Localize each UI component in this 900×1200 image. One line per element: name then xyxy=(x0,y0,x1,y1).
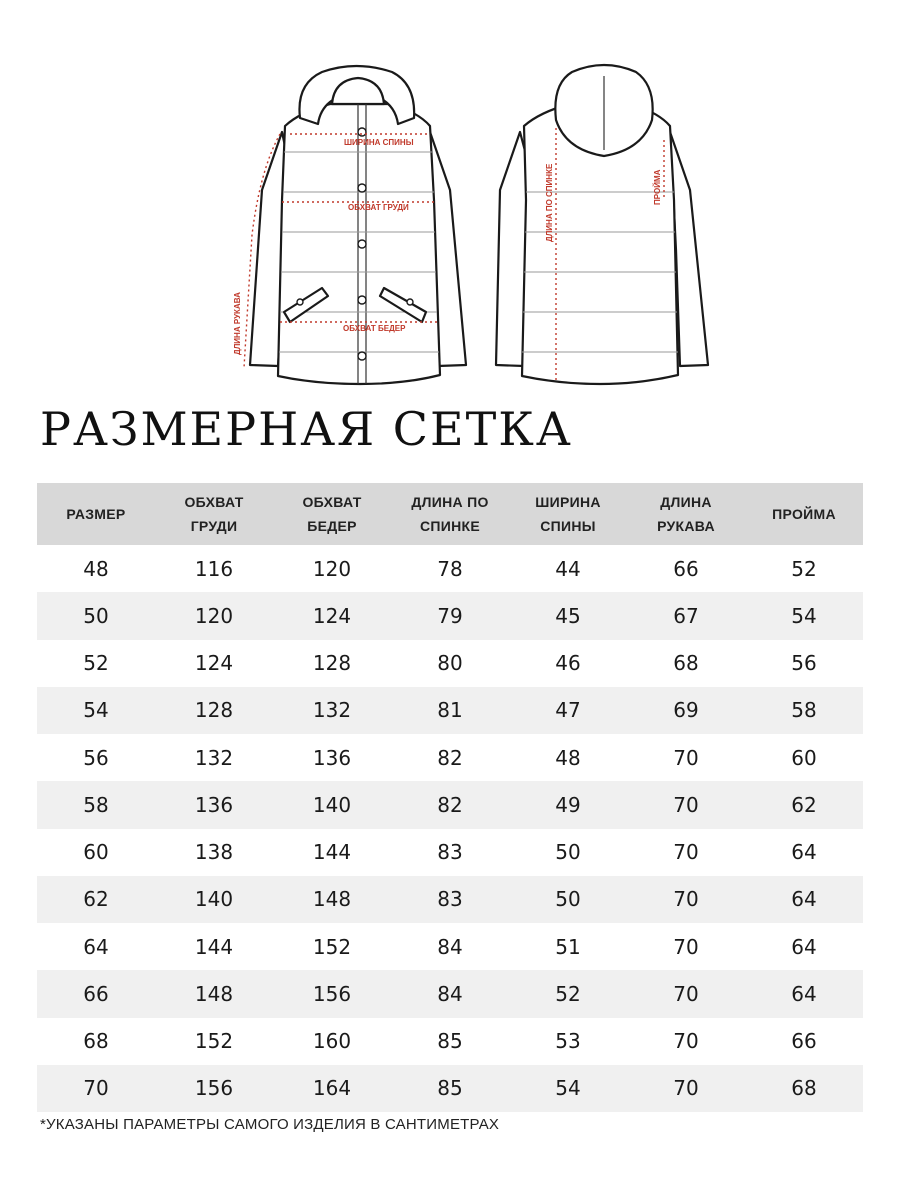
header-back-length: ДЛИНА ПО СПИНКЕ xyxy=(391,483,509,545)
table-cell: 68 xyxy=(673,651,699,676)
table-cell: 52 xyxy=(83,651,109,676)
table-row xyxy=(37,970,863,1017)
page-title: РАЗМЕРНАЯ СЕТКА xyxy=(40,402,573,456)
table-cell: 56 xyxy=(83,745,109,770)
table-cell: 148 xyxy=(273,876,391,923)
table-cell: 60 xyxy=(791,745,817,770)
jacket-illustration xyxy=(0,0,900,400)
label-back-length: ДЛИНА ПО СПИНКЕ xyxy=(545,163,554,242)
table-cell: 64 xyxy=(745,876,863,923)
table-cell: 54 xyxy=(509,1065,627,1112)
table-row xyxy=(37,734,863,781)
table-cell: 81 xyxy=(391,687,509,734)
table-cell: 136 xyxy=(312,745,352,770)
table-cell: 44 xyxy=(555,556,581,581)
header-armhole: ПРОЙМА xyxy=(745,483,863,545)
label-hips: ОБХВАТ БЕДЕР xyxy=(343,324,406,333)
table-cell: 70 xyxy=(627,876,745,923)
jacket-back-drawing xyxy=(496,65,708,384)
table-cell: 68 xyxy=(745,1065,863,1112)
table-row xyxy=(37,829,863,876)
table-cell: 156 xyxy=(273,970,391,1017)
label-chest: ОБХВАТ ГРУДИ xyxy=(348,203,409,212)
table-cell: 70 xyxy=(37,1065,155,1112)
table-cell: 124 xyxy=(194,651,234,676)
table-cell: 66 xyxy=(791,1029,817,1054)
table-row xyxy=(37,923,863,970)
table-cell: 67 xyxy=(627,592,745,639)
table-cell: 160 xyxy=(312,1029,352,1054)
table-cell: 58 xyxy=(745,687,863,734)
table-cell: 136 xyxy=(155,781,273,828)
table-cell: 52 xyxy=(791,556,817,581)
table-cell: 53 xyxy=(555,1029,581,1054)
table-cell: 60 xyxy=(83,840,109,865)
table-row xyxy=(37,1018,863,1065)
table-cell: 164 xyxy=(273,1065,391,1112)
table-row xyxy=(37,781,863,828)
table-cell: 140 xyxy=(155,876,273,923)
table-cell: 128 xyxy=(312,651,352,676)
table-cell: 70 xyxy=(673,745,699,770)
table-cell: 144 xyxy=(194,934,234,959)
table-cell: 56 xyxy=(791,651,817,676)
table-cell: 70 xyxy=(627,970,745,1017)
table-cell: 70 xyxy=(673,840,699,865)
table-cell: 79 xyxy=(391,592,509,639)
table-cell: 69 xyxy=(627,687,745,734)
label-back-width: ШИРИНА СПИНЫ xyxy=(344,138,414,147)
header-back-width: ШИРИНА СПИНЫ xyxy=(509,483,627,545)
table-cell: 54 xyxy=(37,687,155,734)
table-cell: 70 xyxy=(627,781,745,828)
table-cell: 46 xyxy=(555,651,581,676)
table-cell: 148 xyxy=(155,970,273,1017)
table-cell: 70 xyxy=(673,1029,699,1054)
footnote: *УКАЗАНЫ ПАРАМЕТРЫ САМОГО ИЗДЕЛИЯ В САНТИМЕТРАХ xyxy=(40,1116,500,1133)
table-cell: 64 xyxy=(83,934,109,959)
label-sleeve: ДЛИНА РУКАВА xyxy=(233,292,242,355)
table-cell: 50 xyxy=(37,592,155,639)
table-cell: 78 xyxy=(437,556,463,581)
table-cell: 80 xyxy=(437,651,463,676)
table-cell: 83 xyxy=(391,876,509,923)
table-header-row xyxy=(37,483,863,545)
table-cell: 120 xyxy=(155,592,273,639)
table-row xyxy=(37,545,863,592)
header-chest: ОБХВАТ ГРУДИ xyxy=(155,483,273,545)
label-armhole: ПРОЙМА xyxy=(653,169,662,205)
table-cell: 152 xyxy=(194,1029,234,1054)
table-cell: 51 xyxy=(555,934,581,959)
table-row xyxy=(37,592,863,639)
table-row xyxy=(37,687,863,734)
table-cell: 124 xyxy=(273,592,391,639)
table-cell: 64 xyxy=(791,840,817,865)
table-cell: 144 xyxy=(312,840,352,865)
table-cell: 64 xyxy=(791,934,817,959)
table-cell: 66 xyxy=(37,970,155,1017)
table-cell: 140 xyxy=(273,781,391,828)
table-cell: 84 xyxy=(391,970,509,1017)
table-cell: 48 xyxy=(83,556,109,581)
jacket-front-drawing xyxy=(233,66,466,384)
header-size: РАЗМЕР xyxy=(37,483,155,545)
table-cell: 62 xyxy=(37,876,155,923)
size-table xyxy=(37,483,863,1112)
table-cell: 50 xyxy=(509,876,627,923)
table-cell: 70 xyxy=(673,934,699,959)
header-sleeve-length: ДЛИНА РУКАВА xyxy=(627,483,745,545)
table-cell: 85 xyxy=(437,1029,463,1054)
table-cell: 82 xyxy=(391,781,509,828)
table-cell: 84 xyxy=(437,934,463,959)
table-cell: 54 xyxy=(745,592,863,639)
table-cell: 48 xyxy=(555,745,581,770)
table-cell: 132 xyxy=(194,745,234,770)
table-cell: 52 xyxy=(509,970,627,1017)
table-cell: 85 xyxy=(391,1065,509,1112)
table-cell: 68 xyxy=(83,1029,109,1054)
table-cell: 156 xyxy=(155,1065,273,1112)
table-cell: 62 xyxy=(745,781,863,828)
table-cell: 138 xyxy=(194,840,234,865)
table-row xyxy=(37,640,863,687)
table-cell: 132 xyxy=(273,687,391,734)
header-hips: ОБХВАТ БЕДЕР xyxy=(273,483,391,545)
table-cell: 152 xyxy=(312,934,352,959)
table-cell: 116 xyxy=(194,556,234,581)
table-cell: 120 xyxy=(312,556,352,581)
table-cell: 82 xyxy=(437,745,463,770)
table-cell: 66 xyxy=(673,556,699,581)
table-cell: 70 xyxy=(627,1065,745,1112)
table-cell: 50 xyxy=(555,840,581,865)
table-cell: 47 xyxy=(509,687,627,734)
table-cell: 45 xyxy=(509,592,627,639)
table-row xyxy=(37,876,863,923)
table-cell: 128 xyxy=(155,687,273,734)
table-cell: 49 xyxy=(509,781,627,828)
table-cell: 64 xyxy=(745,970,863,1017)
table-row xyxy=(37,1065,863,1112)
table-cell: 58 xyxy=(37,781,155,828)
table-cell: 83 xyxy=(437,840,463,865)
